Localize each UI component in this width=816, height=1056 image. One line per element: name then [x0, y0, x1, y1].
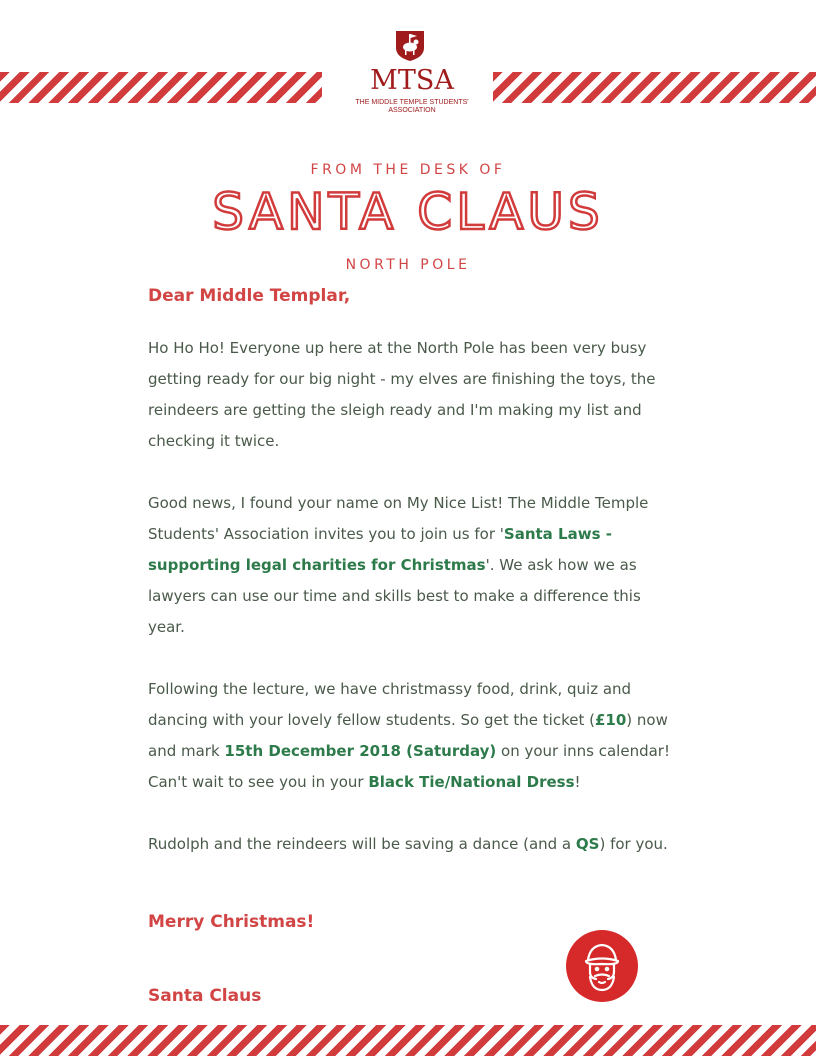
ticket-price: £10 — [594, 711, 627, 729]
letter-body — [148, 281, 678, 860]
paragraph-3 — [148, 674, 678, 798]
p2-text-a: Good news, I found your name on My Nice List! The Middle Temple Students' Association invites you to join us for ' — [148, 494, 649, 543]
p3-text-a: Following the lecture, we have christmassy food, drink, quiz and dancing with your lovely fellow students. So get the ticket ( — [148, 680, 632, 729]
signature: Santa Claus — [148, 986, 262, 1006]
mtsa-logo — [352, 28, 472, 118]
p3-text-d: ! — [574, 773, 581, 791]
logo-subtitle-line2: ASSOCIATION — [388, 107, 436, 114]
qs-highlight: QS — [575, 835, 600, 853]
candy-stripe-left — [0, 72, 322, 103]
candy-stripe-right — [493, 72, 816, 103]
p2-text-b: '. We ask how we as lawyers can use our time and skills best to make a difference this year. — [148, 556, 641, 636]
p4-text-a: Rudolph and the reindeers will be saving a dance (and a — [148, 835, 576, 853]
paragraph-4 — [148, 829, 678, 860]
logo-subtitle-line1: THE MIDDLE TEMPLE STUDENTS' — [355, 99, 469, 106]
paragraph-2 — [148, 488, 678, 643]
santa-badge — [566, 930, 638, 1002]
paragraph-1: Ho Ho Ho! Everyone up here at the North Pole has been very busy getting ready for our big night - my elves are finishing the toys, the reindeers are getting the sleigh ready and I'm making my list and checking it twice. — [148, 339, 656, 450]
santa-face-icon — [566, 930, 638, 1002]
p4-text-b: ) for you. — [599, 835, 668, 853]
p3-text-c: on your inns calendar! Can't wait to see you in your — [148, 742, 670, 791]
event-date: 15th December 2018 (Saturday) — [224, 742, 497, 760]
greeting: Dear Middle Templar, — [148, 286, 351, 306]
logo-acronym: MTSA — [370, 65, 454, 96]
candy-stripe-bottom — [0, 1025, 816, 1056]
location-label: NORTH POLE — [345, 257, 471, 273]
from-desk-label: FROM THE DESK OF — [310, 162, 506, 178]
page-title: SANTA CLAUS — [212, 183, 604, 241]
p3-text-b: ) now and mark — [148, 711, 668, 760]
closing-line: Merry Christmas! — [148, 912, 315, 932]
event-name: Santa Laws - supporting legal charities for Christmas — [148, 525, 612, 574]
dress-code: Black Tie/National Dress — [368, 773, 575, 791]
logo-subtitle — [352, 99, 472, 115]
lamb-shield-icon — [395, 30, 425, 62]
